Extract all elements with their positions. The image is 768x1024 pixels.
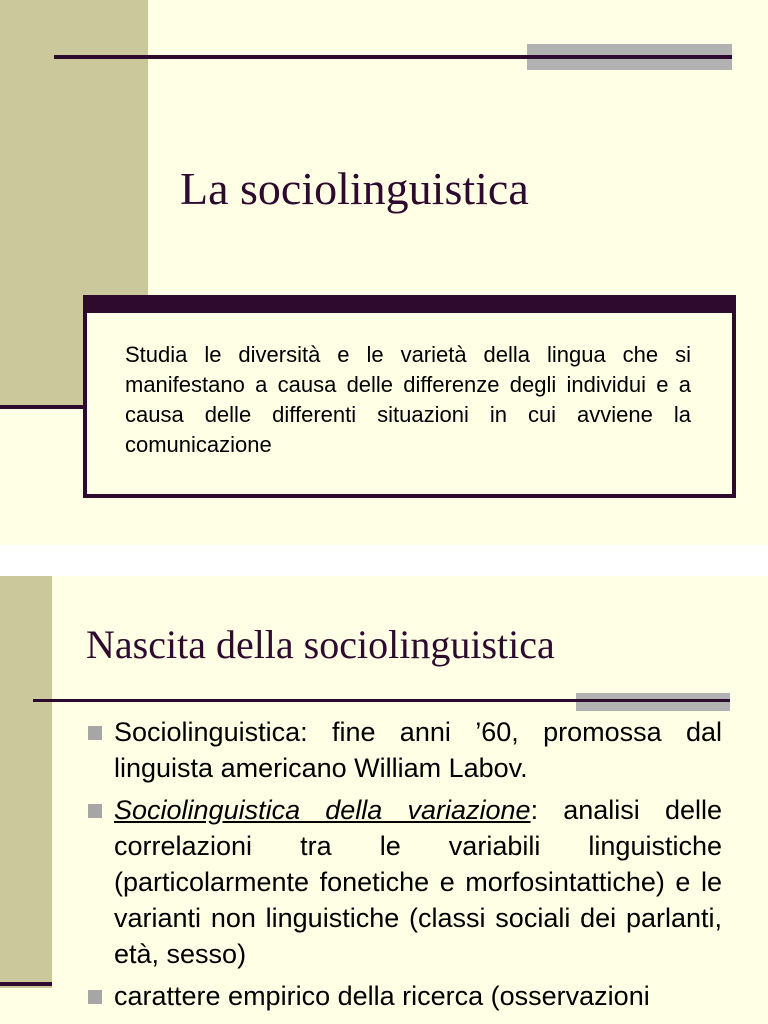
bullet-text: : analisi delle correlazioni tra le variabili linguistiche (particolarmente fonetiche e morfosintattiche) e le varianti non linguistiche (classi sociali dei parlanti, età, sesso): [114, 795, 722, 969]
left-accent-band: [0, 576, 52, 988]
definition-box: [83, 295, 736, 498]
slide-2: [0, 576, 768, 1024]
list-item: [86, 714, 722, 786]
band-rule: [0, 982, 52, 986]
slide-2-title: Nascita della sociolinguistica: [86, 622, 555, 667]
gray-bar-rule: [576, 699, 730, 702]
bullet-text: Sociolinguistica: fine anni ’60, promossa dal linguista americano William Labov.: [114, 717, 722, 783]
definition-text: Studia le diversità e le varietà della lingua che si manifestano a causa delle differenze degli individui e a causa delle differenti situazioni in cui avviene la comunicazione: [125, 342, 691, 457]
bullet-term: Sociolinguistica della variazione: [114, 795, 531, 825]
list-item: [86, 978, 722, 1014]
list-item: [86, 792, 722, 972]
bullet-text: carattere empirico della ricerca (osservazioni: [114, 981, 650, 1011]
square-bullet-icon: [88, 990, 102, 1004]
square-bullet-icon: [88, 804, 102, 818]
slide-gap: [0, 545, 768, 576]
gray-bar-rule: [527, 55, 732, 59]
bullet-list: [86, 714, 722, 1020]
gray-accent-bar: [576, 693, 730, 711]
band-rule: [0, 405, 86, 409]
square-bullet-icon: [88, 726, 102, 740]
slide-1-title: La sociolinguistica: [180, 163, 529, 214]
